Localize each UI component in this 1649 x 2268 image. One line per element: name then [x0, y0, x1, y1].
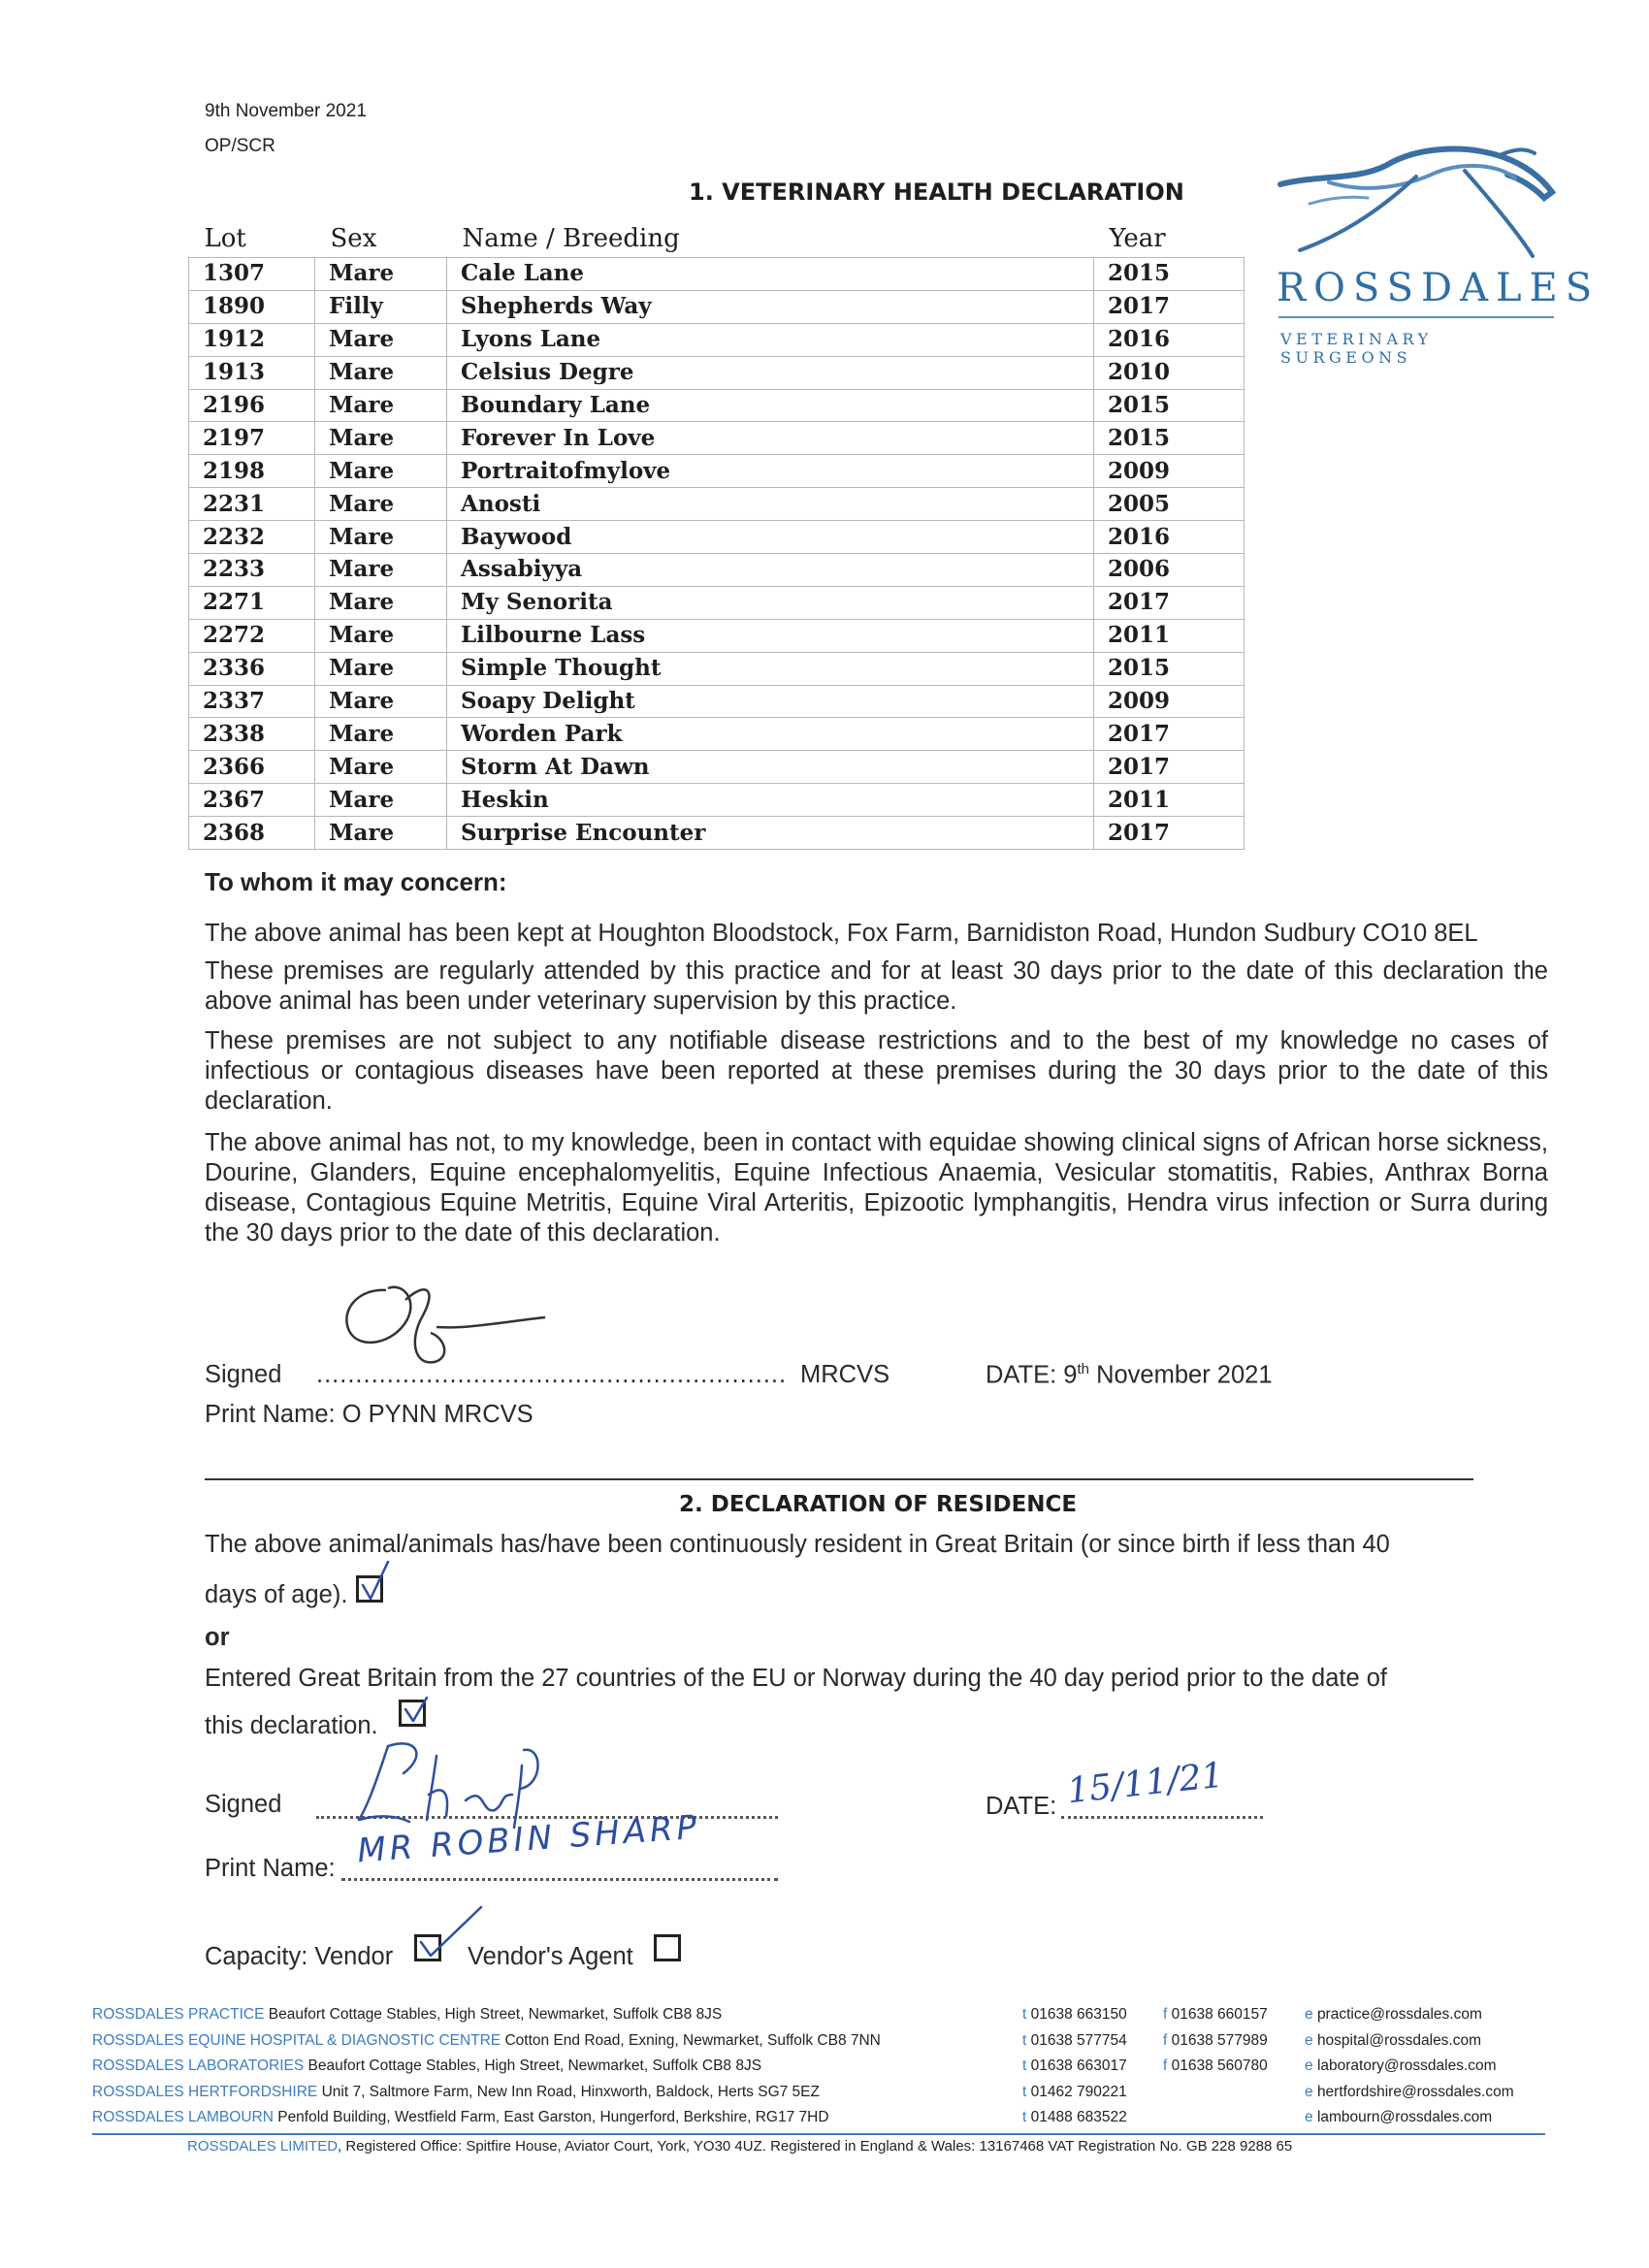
tel-prefix: t	[1022, 2083, 1027, 2100]
office-email[interactable]: hospital@rossdales.com	[1316, 2031, 1482, 2049]
footer-divider	[92, 2133, 1545, 2135]
sex-cell: Mare	[315, 258, 447, 291]
name-cell: Lyons Lane	[447, 323, 1094, 356]
sex-cell: Mare	[315, 422, 447, 455]
footer-emails	[1305, 2002, 1514, 2131]
office-name: ROSSDALES LABORATORIES	[92, 2057, 305, 2074]
sex-cell: Mare	[315, 389, 447, 422]
office-email[interactable]: lambourn@rossdales.com	[1316, 2109, 1493, 2125]
office-fax: 01638 560780	[1171, 2057, 1268, 2074]
office-tel: 01638 663150	[1030, 2006, 1127, 2023]
table-row	[189, 455, 1245, 488]
office-name: ROSSDALES EQUINE HOSPITAL & DIAGNOSTIC CENTRE	[92, 2031, 501, 2049]
table-row	[189, 652, 1245, 685]
year-cell: 2005	[1094, 488, 1245, 521]
year-cell: 2015	[1094, 422, 1245, 455]
lot-cell: 1307	[189, 258, 315, 291]
year-cell: 2017	[1094, 586, 1245, 619]
footer-faxes	[1163, 2002, 1268, 2080]
resident-tick-icon	[349, 1556, 407, 1614]
office-address: Beaufort Cottage Stables, High Street, Newmarket, Suffolk CB8 8JS	[264, 2006, 723, 2023]
sex-cell: Mare	[315, 455, 447, 488]
sex-cell: Mare	[315, 685, 447, 718]
logo-wordmark: ROSSDALES	[1277, 266, 1600, 310]
table-row	[189, 586, 1245, 619]
lot-cell: 2271	[189, 586, 315, 619]
tel-prefix: t	[1022, 2057, 1027, 2074]
lot-cell: 2232	[189, 521, 315, 554]
year-cell: 2010	[1094, 356, 1245, 389]
footer-office-hertfordshire	[92, 2080, 881, 2106]
table-row	[189, 521, 1245, 554]
section-divider	[205, 1478, 1473, 1480]
registered-office	[187, 2138, 1292, 2155]
name-cell: Storm At Dawn	[447, 751, 1094, 784]
year-cell: 2017	[1094, 817, 1245, 850]
office-address: Penfold Building, Westfield Farm, East Garston, Hungerford, Berkshire, RG17 7HD	[273, 2109, 829, 2125]
column-header-year: Year	[1109, 224, 1166, 253]
table-row	[189, 258, 1245, 291]
footer-telephones	[1022, 2002, 1127, 2131]
year-cell: 2017	[1094, 718, 1245, 751]
table-row	[189, 422, 1245, 455]
column-header-lot: Lot	[204, 224, 246, 253]
name-cell: Forever In Love	[447, 422, 1094, 455]
horse-logo-icon	[1271, 136, 1562, 272]
paragraph-contact: The above animal has not, to my knowledge, been in contact with equidae showing clinical signs of African horse sickness, Dourine, Glanders, Equine encephalomyelitis, Equine Infectious Anaemia, Vesicular stomatitis, Rabies, Anthrax Borna disease, Contagious Equine Metritis, Equine Viral Arteritis, Epizootic lymphangitis, Hendra virus infection or Surra during the 30 days prior to the date of this declaration.	[205, 1129, 1548, 1247]
name-cell: My Senorita	[447, 586, 1094, 619]
table-row	[189, 817, 1245, 850]
residence-text-2b: this declaration.	[205, 1712, 378, 1739]
tel-prefix: t	[1022, 2006, 1027, 2023]
year-cell: 2015	[1094, 389, 1245, 422]
email-prefix: e	[1305, 2109, 1313, 2125]
table-row	[189, 488, 1245, 521]
year-cell: 2015	[1094, 652, 1245, 685]
column-header-sex: Sex	[330, 224, 377, 253]
vendor-date-label: DATE:	[986, 1793, 1057, 1820]
sex-cell: Mare	[315, 323, 447, 356]
table-row	[189, 619, 1245, 652]
year-cell: 2015	[1094, 258, 1245, 291]
sex-cell: Mare	[315, 652, 447, 685]
name-cell: Boundary Lane	[447, 389, 1094, 422]
vendors-agent-label: Vendor's Agent	[468, 1943, 633, 1970]
sex-cell: Mare	[315, 554, 447, 587]
year-cell: 2011	[1094, 619, 1245, 652]
vendor-handwritten-name: MR ROBIN SHARP	[356, 1807, 702, 1871]
table-row	[189, 323, 1245, 356]
sex-cell: Mare	[315, 521, 447, 554]
table-row	[189, 389, 1245, 422]
document-reference: OP/SCR	[205, 136, 275, 156]
name-cell: Worden Park	[447, 718, 1094, 751]
office-tel: 01488 683522	[1030, 2109, 1127, 2125]
residence-text-2a: Entered Great Britain from the 27 countries of the EU or Norway during the 40 day period prior to the date of	[205, 1665, 1387, 1692]
name-cell: Lilbourne Lass	[447, 619, 1094, 652]
footer-offices	[92, 2002, 881, 2131]
name-cell: Anosti	[447, 488, 1094, 521]
column-header-name: Name / Breeding	[462, 224, 680, 253]
lot-cell: 2337	[189, 685, 315, 718]
name-cell: Soapy Delight	[447, 685, 1094, 718]
document-date: 9th November 2021	[205, 101, 367, 121]
lot-cell: 2197	[189, 422, 315, 455]
tel-prefix: t	[1022, 2031, 1027, 2049]
paragraph-premises: The above animal has been kept at Houghton Bloodstock, Fox Farm, Barnidiston Road, Hundon Sudbury CO10 8EL	[205, 920, 1478, 947]
sex-cell: Mare	[315, 619, 447, 652]
vet-date-rest: November 2021	[1088, 1361, 1273, 1389]
sex-cell: Mare	[315, 356, 447, 389]
name-cell: Portraitofmylove	[447, 455, 1094, 488]
paragraph-restrictions: These premises are not subject to any notifiable disease restrictions and to the best of my knowledge no cases of infectious or contagious diseases have been reported at these premises during the 30 days prior to the date of this declaration.	[205, 1027, 1548, 1115]
year-cell: 2016	[1094, 323, 1245, 356]
table-row	[189, 751, 1245, 784]
residence-text-1a: The above animal/animals has/have been continuously resident in Great Britain (or since birth if less than 40	[205, 1531, 1390, 1558]
lot-cell: 2338	[189, 718, 315, 751]
lot-cell: 2198	[189, 455, 315, 488]
lot-cell: 2272	[189, 619, 315, 652]
year-cell: 2011	[1094, 784, 1245, 817]
sex-cell: Mare	[315, 718, 447, 751]
year-cell: 2009	[1094, 685, 1245, 718]
vet-signed-dots: ............................................................	[316, 1361, 788, 1388]
table-row	[189, 554, 1245, 587]
lot-cell: 2336	[189, 652, 315, 685]
footer-office-laboratories	[92, 2054, 881, 2080]
footer-office-lambourn	[92, 2105, 881, 2131]
sex-cell: Mare	[315, 784, 447, 817]
or-label: or	[205, 1624, 230, 1651]
office-address: Cotton End Road, Exning, Newmarket, Suffolk CB8 7NN	[501, 2031, 881, 2049]
vet-print-name: Print Name: O PYNN MRCVS	[205, 1401, 534, 1428]
fax-prefix: f	[1163, 2031, 1168, 2049]
office-name: ROSSDALES LAMBOURN	[92, 2109, 274, 2125]
sex-cell: Filly	[315, 290, 447, 323]
paragraph-supervision: These premises are regularly attended by this practice and for at least 30 days prior to the date of this declaration the above animal has been under veterinary supervision by this practice.	[205, 957, 1548, 1015]
name-cell: Assabiyya	[447, 554, 1094, 587]
office-email[interactable]: laboratory@rossdales.com	[1316, 2057, 1497, 2074]
table-row	[189, 685, 1245, 718]
table-row	[189, 718, 1245, 751]
name-cell: Surprise Encounter	[447, 817, 1094, 850]
mrcvs-label: MRCVS	[800, 1361, 890, 1388]
office-name: ROSSDALES PRACTICE	[92, 2006, 265, 2023]
office-email[interactable]: hertfordshire@rossdales.com	[1316, 2083, 1514, 2100]
lot-cell: 2196	[189, 389, 315, 422]
vet-date-label: DATE: 9	[986, 1361, 1078, 1389]
lot-cell: 2231	[189, 488, 315, 521]
residence-text-1b: days of age).	[205, 1581, 348, 1608]
lot-cell: 2368	[189, 817, 315, 850]
rossdales-logo	[1271, 136, 1600, 367]
vet-date-suffix: th	[1077, 1361, 1089, 1377]
sex-cell: Mare	[315, 586, 447, 619]
name-cell: Celsius Degre	[447, 356, 1094, 389]
vet-date	[986, 1361, 1273, 1390]
fax-prefix: f	[1163, 2057, 1168, 2074]
email-prefix: e	[1305, 2006, 1313, 2023]
lot-cell: 2233	[189, 554, 315, 587]
office-name: ROSSDALES HERTFORDSHIRE	[92, 2083, 318, 2100]
section2-title: 2. DECLARATION OF RESIDENCE	[679, 1492, 1078, 1517]
vendor-signed-label: Signed	[205, 1791, 282, 1818]
lot-cell: 2367	[189, 784, 315, 817]
year-cell: 2016	[1094, 521, 1245, 554]
name-cell: Simple Thought	[447, 652, 1094, 685]
name-cell: Baywood	[447, 521, 1094, 554]
vet-signature	[330, 1261, 563, 1377]
vendor-signature	[349, 1727, 582, 1833]
logo-tagline: VETERINARY SURGEONS	[1280, 330, 1433, 367]
name-cell: Heskin	[447, 784, 1094, 817]
name-cell: Cale Lane	[447, 258, 1094, 291]
vendor-print-label: Print Name:	[205, 1855, 336, 1882]
registered-text: , Registered Office: Spitfire House, Aviator Court, York, YO30 4UZ. Registered in England & Wales: 13167468 VAT Registration No. GB 228 9288 65	[338, 2138, 1293, 2155]
table-header-row	[189, 220, 1245, 258]
lot-cell: 1912	[189, 323, 315, 356]
table-row	[189, 290, 1245, 323]
logo-divider	[1278, 316, 1554, 318]
tel-prefix: t	[1022, 2109, 1027, 2125]
section1-title: 1. VETERINARY HEALTH DECLARATION	[689, 178, 1184, 206]
office-address: Beaufort Cottage Stables, High Street, Newmarket, Suffolk CB8 8JS	[304, 2057, 762, 2074]
sex-cell: Mare	[315, 751, 447, 784]
table-row	[189, 356, 1245, 389]
lot-cell: 2366	[189, 751, 315, 784]
office-address: Unit 7, Saltmore Farm, New Inn Road, Hinxworth, Baldock, Herts SG7 5EZ	[317, 2083, 820, 2100]
year-cell: 2006	[1094, 554, 1245, 587]
office-email[interactable]: practice@rossdales.com	[1316, 2006, 1482, 2023]
capacity-vendor-label: Capacity: Vendor	[205, 1943, 394, 1970]
vendor-print-line	[341, 1868, 778, 1881]
table-row	[189, 784, 1245, 817]
lot-cell: 1913	[189, 356, 315, 389]
office-fax: 01638 577989	[1171, 2031, 1268, 2049]
office-tel: 01638 577754	[1030, 2031, 1127, 2049]
office-tel: 01462 790221	[1030, 2083, 1127, 2100]
footer-office-hospital	[92, 2028, 881, 2055]
email-prefix: e	[1305, 2031, 1313, 2049]
sex-cell: Mare	[315, 817, 447, 850]
year-cell: 2009	[1094, 455, 1245, 488]
office-fax: 01638 660157	[1171, 2006, 1268, 2023]
name-cell: Shepherds Way	[447, 290, 1094, 323]
lot-cell: 1890	[189, 290, 315, 323]
sex-cell: Mare	[315, 488, 447, 521]
salutation: To whom it may concern:	[205, 867, 507, 896]
lot-table	[188, 220, 1245, 850]
year-cell: 2017	[1094, 290, 1245, 323]
footer-office-practice	[92, 2002, 881, 2028]
email-prefix: e	[1305, 2057, 1313, 2074]
fax-prefix: f	[1163, 2006, 1168, 2023]
vendor-handwritten-date: 15/11/21	[1065, 1755, 1226, 1812]
year-cell: 2017	[1094, 751, 1245, 784]
vendors-agent-checkbox[interactable]	[654, 1934, 681, 1961]
email-prefix: e	[1305, 2083, 1313, 2100]
office-tel: 01638 663017	[1030, 2057, 1127, 2074]
registered-name: ROSSDALES LIMITED	[187, 2138, 339, 2155]
vet-signed-label: Signed	[205, 1361, 282, 1388]
